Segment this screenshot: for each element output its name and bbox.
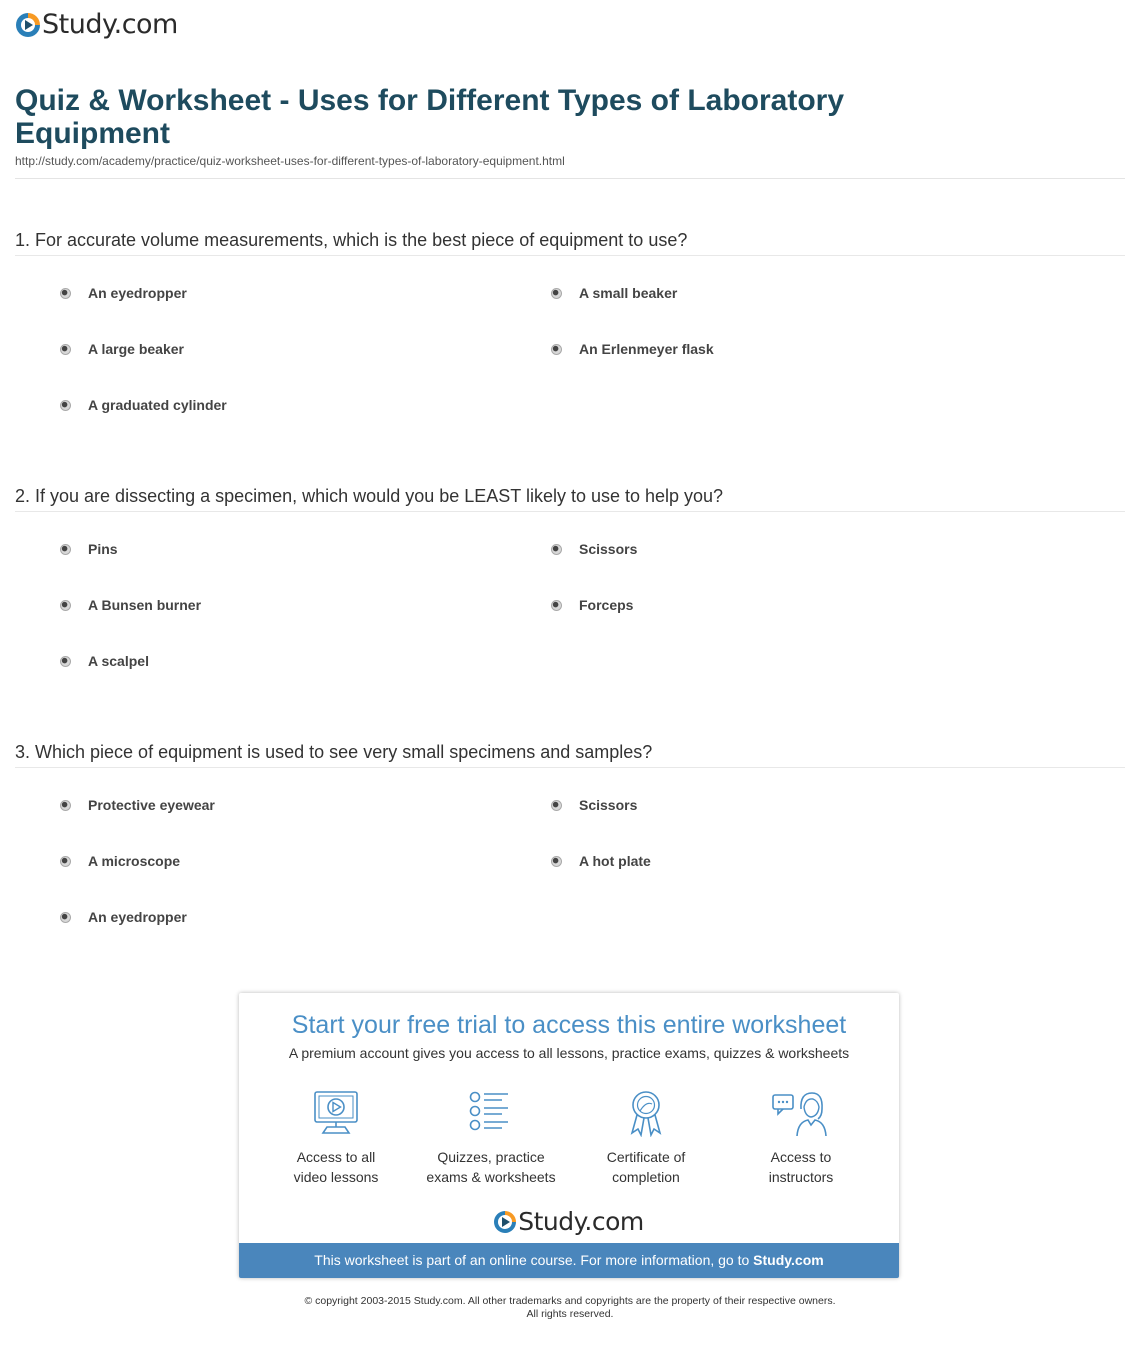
feature-label: Certificate of completion — [606, 1149, 686, 1185]
answer-option[interactable] — [60, 907, 187, 927]
answer-option[interactable] — [551, 539, 637, 559]
play-logo-icon — [16, 13, 40, 37]
page-title: Quiz & Worksheet - Uses for Different Types of Laboratory Equipment — [15, 84, 845, 150]
video-lesson-icon — [311, 1089, 361, 1137]
answer-option[interactable] — [60, 851, 180, 871]
answer-option[interactable] — [60, 283, 187, 303]
radio-icon[interactable] — [60, 288, 71, 299]
answer-label: A hot plate — [579, 853, 651, 869]
answer-label: An eyedropper — [88, 909, 187, 925]
answer-option[interactable] — [60, 651, 149, 671]
radio-icon[interactable] — [60, 800, 71, 811]
copyright-line: © copyright 2003-2015 Study.com. All other trademarks and copyrights are the property of their respective owners. — [304, 1295, 836, 1307]
study-logo[interactable] — [16, 10, 178, 40]
answer-label: A scalpel — [88, 653, 149, 669]
radio-icon[interactable] — [60, 656, 71, 667]
answer-option[interactable] — [551, 595, 633, 615]
answer-label: A microscope — [88, 853, 181, 869]
promo-title[interactable]: Start your free trial to access this entire worksheet — [291, 1011, 847, 1039]
certificate-ribbon-icon — [621, 1089, 671, 1137]
answer-option[interactable] — [60, 595, 201, 615]
feature-instructors — [723, 1089, 879, 1187]
answer-label: Forceps — [579, 597, 634, 613]
answer-label: An Erlenmeyer flask — [579, 341, 714, 357]
page-url: http://study.com/academy/practice/quiz-worksheet-uses-for-different-types-of-laboratory-equipment.html — [15, 154, 565, 168]
question-2 — [15, 485, 1125, 669]
radio-icon[interactable] — [60, 400, 71, 411]
answer-option[interactable] — [60, 339, 184, 359]
logo-text: Study.com — [42, 9, 178, 40]
question-1 — [15, 229, 1125, 413]
instructor-icon — [771, 1089, 831, 1137]
feature-certificate — [568, 1089, 724, 1187]
answer-label: An eyedropper — [88, 285, 187, 301]
promo-subtitle: A premium account gives you access to all lessons, practice exams, quizzes & worksheets — [288, 1045, 850, 1061]
answer-option[interactable] — [551, 283, 677, 303]
radio-icon[interactable] — [551, 800, 562, 811]
feature-quizzes — [413, 1089, 569, 1187]
rights-line: All rights reserved. — [526, 1308, 614, 1320]
answer-label: Scissors — [579, 541, 638, 557]
promo-info-bar — [239, 1243, 899, 1278]
quiz-list-icon — [466, 1089, 516, 1137]
promo-bar-text: This worksheet is part of an online course. For more information, go to — [314, 1252, 754, 1268]
copyright-footer — [0, 1295, 1140, 1321]
answer-option[interactable] — [60, 795, 215, 815]
radio-icon[interactable] — [551, 856, 562, 867]
answer-label: Pins — [88, 541, 118, 557]
answer-option[interactable] — [60, 539, 118, 559]
promo-logo-text: Study.com — [518, 1207, 644, 1236]
answer-label: A small beaker — [579, 285, 678, 301]
answer-label: A graduated cylinder — [88, 397, 227, 413]
answer-label: Protective eyewear — [88, 797, 215, 813]
promo-bar-link[interactable]: Study.com — [753, 1252, 824, 1268]
question-text: 2. If you are dissecting a specimen, which would you be LEAST likely to use to help you? — [15, 485, 1125, 512]
free-trial-promo — [239, 993, 899, 1278]
question-3 — [15, 741, 1125, 925]
answer-option[interactable] — [551, 795, 637, 815]
feature-label: Access to all video lessons — [293, 1149, 379, 1185]
radio-icon[interactable] — [551, 288, 562, 299]
answer-option[interactable] — [551, 851, 651, 871]
header-divider — [15, 178, 1125, 179]
radio-icon[interactable] — [551, 344, 562, 355]
radio-icon[interactable] — [60, 912, 71, 923]
feature-label: Access to instructors — [768, 1149, 834, 1185]
question-text: 3. Which piece of equipment is used to see very small specimens and samples? — [15, 741, 1125, 768]
radio-icon[interactable] — [551, 544, 562, 555]
feature-video-lessons — [258, 1089, 414, 1187]
answer-option[interactable] — [60, 395, 227, 415]
radio-icon[interactable] — [60, 344, 71, 355]
question-text: 1. For accurate volume measurements, which is the best piece of equipment to use? — [15, 229, 1125, 256]
play-logo-icon — [494, 1211, 516, 1233]
answer-label: A large beaker — [88, 341, 184, 357]
feature-label: Quizzes, practice exams & worksheets — [426, 1149, 556, 1185]
answer-label: A Bunsen burner — [88, 597, 202, 613]
radio-icon[interactable] — [60, 544, 71, 555]
answer-option[interactable] — [551, 339, 714, 359]
promo-logo[interactable] — [239, 1207, 899, 1237]
radio-icon[interactable] — [60, 600, 71, 611]
radio-icon[interactable] — [60, 856, 71, 867]
radio-icon[interactable] — [551, 600, 562, 611]
answer-label: Scissors — [579, 797, 638, 813]
